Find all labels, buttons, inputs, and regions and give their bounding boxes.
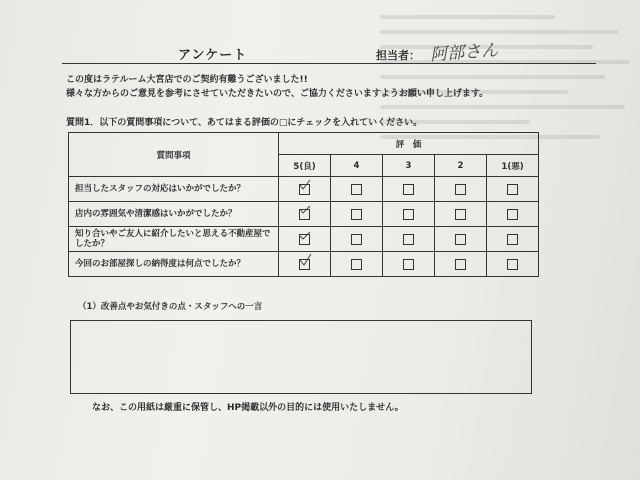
checkbox-r1-2[interactable]: [455, 184, 466, 195]
table-row: [69, 177, 539, 202]
col-2: 2: [435, 155, 487, 177]
checkbox-r1-4[interactable]: [351, 184, 362, 195]
checkbox-r2-4[interactable]: [351, 209, 362, 220]
staff-label: 担当者：: [376, 49, 420, 62]
question-text: 今回のお部屋探しの納得度は何点でしたか？: [69, 252, 279, 277]
checkbox-r4-1[interactable]: [507, 259, 518, 270]
intro-line-1: この度はラテルーム大宮店でのご契約有難うございました!!: [66, 75, 308, 85]
checkbox-r1-3[interactable]: [403, 184, 414, 195]
col-3: 3: [383, 155, 435, 177]
question-text: 店内の雰囲気や清潔感はいかがでしたか？: [69, 202, 279, 227]
header-rating: 評 価: [279, 133, 539, 155]
checkbox-r4-5[interactable]: [299, 259, 310, 270]
table-row: [69, 227, 539, 252]
staff-signature: 阿部さん: [429, 40, 499, 66]
question-text: 知り合いやご友人に紹介したいと思える不動産屋でしたか？: [69, 227, 279, 252]
footer-note: なお、この用紙は厳重に保管し、HP掲載以外の目的には使用いたしません。: [92, 403, 404, 413]
table-row: [69, 202, 539, 227]
checkbox-r1-5[interactable]: [299, 184, 310, 195]
checkbox-r4-4[interactable]: [351, 259, 362, 270]
page-title: アンケート: [178, 48, 248, 63]
checkbox-r4-2[interactable]: [455, 259, 466, 270]
checkbox-r3-5[interactable]: [299, 234, 310, 245]
rating-table: [68, 132, 539, 277]
title-underline: [62, 63, 596, 64]
question-intro: 質問1．以下の質問事項について、あてはまる評価の□にチェックを入れていください。: [66, 118, 423, 128]
checkbox-r3-3[interactable]: [403, 234, 414, 245]
col-1: 1(悪): [487, 155, 539, 177]
comment-heading: （1）改善点やお気付きの点・スタッフへの一言: [78, 302, 263, 312]
table-row: [69, 252, 539, 277]
checkbox-r2-1[interactable]: [507, 209, 518, 220]
col-5: 5(良): [279, 155, 331, 177]
checkbox-r2-2[interactable]: [455, 209, 466, 220]
checkbox-r2-5[interactable]: [299, 209, 310, 220]
checkbox-r3-4[interactable]: [351, 234, 362, 245]
comment-textarea[interactable]: [70, 320, 532, 394]
checkbox-r3-1[interactable]: [507, 234, 518, 245]
col-4: 4: [331, 155, 383, 177]
checkbox-r2-3[interactable]: [403, 209, 414, 220]
checkbox-r3-2[interactable]: [455, 234, 466, 245]
checkbox-r4-3[interactable]: [403, 259, 414, 270]
intro-line-2: 様々な方からのご意見を参考にさせていただきたいので、ご協力くださいますようお願い申し上げます。: [66, 89, 489, 99]
checkbox-r1-1[interactable]: [507, 184, 518, 195]
header-question: 質問事項: [69, 133, 279, 177]
question-text: 担当したスタッフの対応はいかがでしたか？: [69, 177, 279, 202]
